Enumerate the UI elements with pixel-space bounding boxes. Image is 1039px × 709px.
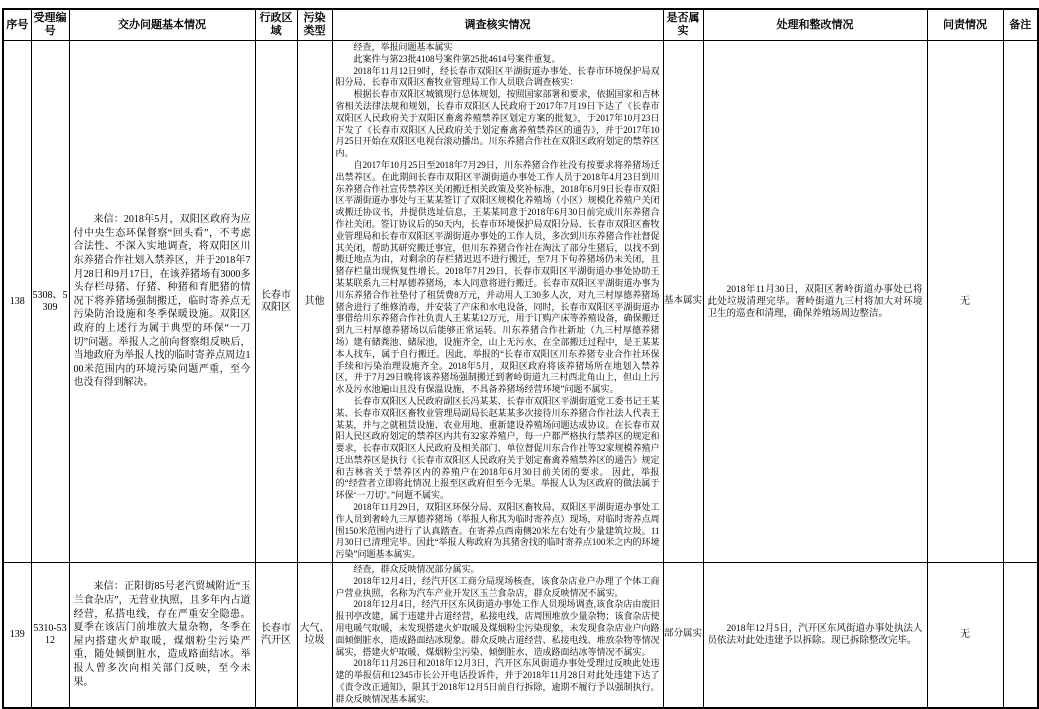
cell-investigation: 经查，举报问题基本属实 此案件与第23批4108号案件第25批4614号案件重复。 2018年11月12日9时，经长春市双阳区平湖街道办事处、长春市环境保护局双阳分局、长春市双阳区畜牧业管理局工作人员联合调查核实： 根据长春市双阳区城镇现行总体规划，按照国家部署和要求，依据国家和吉林省相关法律法规和规划，长春市双阳区人民政府于2017年7月19日下达了《长春市双阳区人民政府关于双阳区畜禽养殖禁养区划定方案的批复》，于2017年10月23日下发了《长春市双阳区人民政府关于划定畜禽养殖禁养区的通告》，并于2017年10月25日开始在双阳区电视台滚动播出。川东养猪合作社在双阳区政府划定的禁养区内。 自2017年10月25日至2018年7月29日，川东养猪合作社没有按要求将养猪场迁出禁养区。在此期间长春市双阳区平湖街道办事处工作人员于2018年4月23日到川东养猪合作社宣传禁养区关闭搬迁相关政策及奖补标准，2018年6月9日长春市双阳区平湖街道办事处与王某某签订了双阳区规模化养殖场（小区）规模化养殖户关闭或搬迁协议书，并提供选址信息，王某某同意于2018年6月30日前完成川东养猪合作社关闭。签订协议后的50天内，长春市环境保护局双阳分局、长春市双阳区畜牧业管理局和长春市双阳区平湖街道办事处的工作人员，多次到川东养猪合作社督促其关闭，帮助其研究搬迁事宜，但川东养猪合作社在淘汰了部分生猪后，以找不到搬迁地点为由，对剩余的存栏猪迟迟不进行搬迁，至7月下旬养猪场仍未关闭，且猪存栏量出现恢复性增长。2018年7月29日，长春市双阳区平湖街道办事处协助王某某联系九三村厚德养猪场，本人同意将进行搬迁。长春市双阳区平湖街道办事为川东养猪合作社垫付了租赁费8万元，并动用人工30多人次，对九三村厚德养猪场猪舍进行了维修消毒，并安装了产床和水电设备，同时，长春市双阳区平湖街道办事借给川东养猪合作社负责人王某某12万元，用于订购产床等养殖设备，确保搬迁到九三村厚德养猪场以后能够正常运转。川东养猪合作社新址（九三村厚德养猪场）建有储粪池、储尿池，设施齐全，山上无污水，在全部搬迁过程中，是王某某本人找车，属于自行搬迁。因此，举报的“长春市双阳区川东养猪专业合作社环保手续和污染治理设施齐全。2018年5月，双阳区政府将该养猪场所在地划入禁养区，并于7月29日晚将该养猪场强制搬迁到奢岭街道九三村西北角山上，但山上污水及污水池遍山且没有保温设施，不具备养猪场经营环境”问题不属实。 长春市双阳区人民政府副区长冯某某、长春市双阳区平湖街道党工委书记王某某、长春市双阳区畜牧业管理局副局长赵某某多次接待川东养猪合作社法人代表王某某，并与之就租赁设施、农业用地、重新建设养殖场问题达成协议。在长春市双阳人民区政府划定的禁养区内共有32家养殖户，每一户都严格执行禁养区的规定和要求，长春市双阳区人民政府及相关部门、单位督促川东合作社等32家规模养殖户迁出禁养区是执行《长春市双阳区人民政府关于划定畜禽养殖禁养区的通告》规定和吉林省关于禁养区内的养殖户在2018年6月30日前关闭的要求。 因此，举报的“经营者立即将此情况上报至区政府但至今无果。举报人认为区政府的做法属于环保‘一刀切’。”问题不属实。 2018年11月29日，双阳区环保分局、双阳区畜牧局、双阳区平湖街道办事处工作人员到奢岭九三厚德养猪场（举报人称其为临时寄养点）现场，对临时寄养点周围150米范围内进行了认真踏查。在寄养点西南侧20米左右处有少量建筑垃圾。11月30日已清理完毕。因此“举报人称政府为其猪舍找的临时寄养点100米之内的环境污染”问题基本属实。 (332, 41, 663, 563)
table-row (3, 41, 1038, 563)
col-header-handling: 处理和整改情况 (703, 9, 927, 41)
handling-text: 2018年12月5日，汽开区东风街道办事处执法人员依法对此处违建予以拆除。现已拆除整改完毕。 (707, 623, 923, 646)
table-header-row (3, 9, 1038, 41)
cell-seq: 139 (3, 563, 31, 708)
cell-handling (703, 41, 927, 563)
cell-problem (69, 41, 255, 563)
cell-accountability: 无 (927, 41, 1003, 563)
col-header-pollution-type: 污染类型 (297, 9, 332, 41)
cell-case-no: 5308、5309 (31, 41, 69, 563)
cell-investigation: 经查，群众反映情况部分属实。 2018年12月4日，经汽开区工商分局现场核查，该食杂店业户办理了个体工商户营业执照，名称为汽车产业开发区玉兰食杂店，群众反映情况不属实。 2018年12月4日，经汽开区东风街道办事处工作人员现场调查,该食杂店由废旧报刊亭改建，属于违建并占道经营，私接电线，店周围堆放少量杂物；该食杂店使用电暖气取暖，未发现搭建火炉取暖及煤烟粉尘污染现象，未发现食杂店业户向路面倾倒脏水，造成路面结冰现象。群众反映占道经营、私接电线、堆放杂物等情况属实，搭建火炉取暖、煤烟粉尘污染、倾倒脏水、造成路面结冰等情况不属实。 2018年11月26日和2018年12月3日，汽开区东风街道办事处受理过反映此处违建的举报信和12345市长公开电话投诉件，并于2018年11月28日对此处违建下达了《责令改正通知》，限其于2018年12月5日前自行拆除，逾期不履行予以强制执行。群众反映情况基本属实。 (332, 563, 663, 708)
cell-remark (1003, 563, 1038, 708)
table-row (3, 563, 1038, 708)
col-header-case-no: 受理编号 (31, 9, 69, 41)
col-header-accountability: 问责情况 (927, 9, 1003, 41)
cell-region: 长春市汽开区 (255, 563, 297, 708)
cell-is-true: 部分属实 (663, 563, 703, 708)
cell-handling (703, 563, 927, 708)
cell-remark (1003, 41, 1038, 563)
cell-accountability: 无 (927, 563, 1003, 708)
problem-text: 来信：正阳街85号老汽贸城附近“玉兰食杂店”，无营业执照，且多年内占道经营，私搭电线，存在严重安全隐患。夏季在该店门前堆放大量杂物，冬季在屋内搭建火炉取暖，煤烟粉尘污染严重，随处倾倒脏水，造成路面结冰。举报人曾多次向相关部门反映，至今未果。 (73, 581, 251, 688)
col-header-region: 行政区域 (255, 9, 297, 41)
cell-problem (69, 563, 255, 708)
col-header-is-true: 是否属实 (663, 9, 703, 41)
col-header-remark: 备注 (1003, 9, 1038, 41)
complaint-handling-table (2, 8, 1039, 709)
col-header-investigation: 调查核实情况 (332, 9, 663, 41)
cell-case-no: 5310-5312 (31, 563, 69, 708)
cell-seq: 138 (3, 41, 31, 563)
cell-pollution-type: 大气、垃圾 (297, 563, 332, 708)
col-header-problem: 交办问题基本情况 (69, 9, 255, 41)
col-header-seq: 序号 (3, 9, 31, 41)
problem-text: 来信：2018年5月，双阳区政府为应付中央生态环保督察“回头看”，不考虑合法性、不深入实地调查，将双阳区川东养猪合作社划入禁养区，并于2018年7月28日和9月17日，在该养猪场有3000多头存栏母猪、仔猪、种猪和育肥猪的情况下将养猪场强制搬迁，临时寄养点无污染防治设施和冬季保暖设施。双阳区政府的上述行为属于典型的环保“一刀切”问题。举报人之前向督察组反映后，当地政府为举报人找的临时寄养点周边100米范围内的环境污染问题严重，至今也没有得到解决。 (73, 214, 251, 389)
handling-text: 2018年11月30日，双阳区奢岭街道办事处已将此处垃圾清理完毕。奢岭街道九三村将加大对环境卫生的巡查和清理，确保养殖场周边整洁。 (707, 284, 923, 319)
cell-region: 长春市双阳区 (255, 41, 297, 563)
cell-is-true: 基本属实 (663, 41, 703, 563)
cell-pollution-type: 其他 (297, 41, 332, 563)
